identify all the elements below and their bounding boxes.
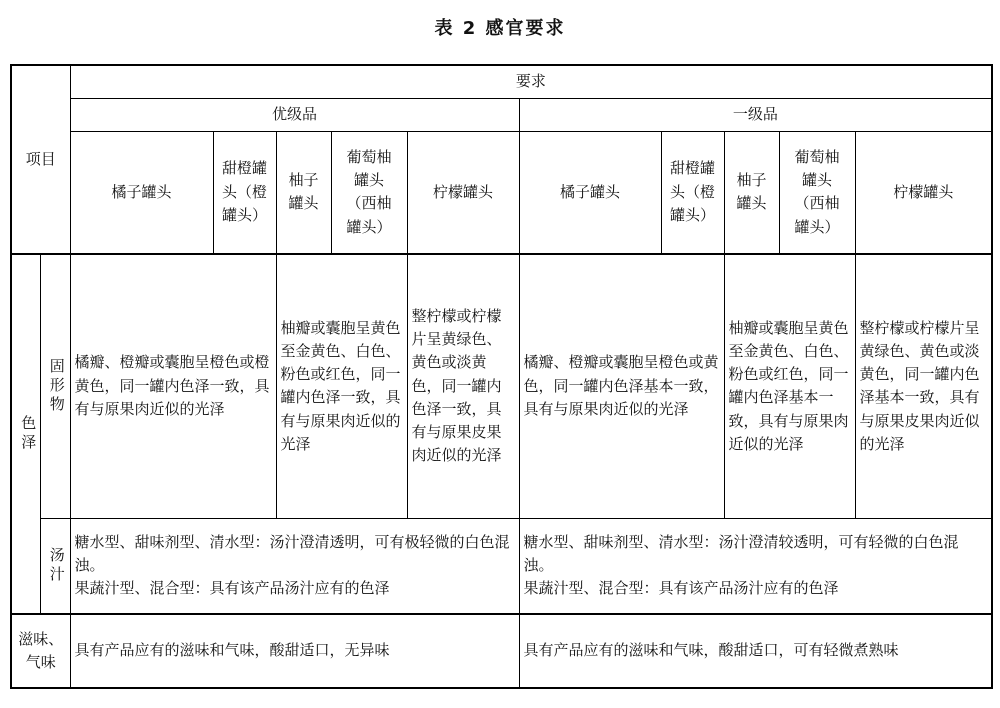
row-label-solid: 固形物 bbox=[40, 254, 70, 518]
solid-premium-citrus: 橘瓣、橙瓣或囊胞呈橙色或橙黄色，同一罐内色泽一致，具有与原果肉近似的光泽 bbox=[70, 254, 276, 518]
header-product-lemon: 柠檬罐头 bbox=[855, 131, 992, 254]
syrup-first: 糖水型、甜味剂型、清水型：汤汁澄清较透明，可有轻微的白色混浊。 果蔬汁型、混合型：具有该产品汤汁应有的色泽 bbox=[519, 518, 992, 614]
row-label-taste: 滋味、 气味 bbox=[11, 614, 70, 688]
header-product-sweet-orange: 甜橙罐 头（橙 罐头） bbox=[213, 131, 276, 254]
header-product-mandarin: 橘子罐头 bbox=[519, 131, 661, 254]
solid-premium-lemon: 整柠檬或柠檬片呈黄绿色、黄色或淡黄色，同一罐内色泽一致，具有与原果皮果肉近似的光泽 bbox=[407, 254, 519, 518]
header-requirements: 要求 bbox=[70, 65, 992, 98]
header-product-pomelo: 柚子 罐头 bbox=[724, 131, 779, 254]
header-product-pomelo: 柚子 罐头 bbox=[276, 131, 331, 254]
header-grade-first: 一级品 bbox=[519, 98, 992, 131]
header-grade-premium: 优级品 bbox=[70, 98, 519, 131]
solid-first-pomelo: 柚瓣或囊胞呈黄色至金黄色、白色、粉色或红色，同一罐内色泽基本一致，具有与原果肉近似的光泽 bbox=[724, 254, 855, 518]
row-label-syrup: 汤汁 bbox=[40, 518, 70, 614]
solid-first-citrus: 橘瓣、橙瓣或囊胞呈橙色或黄色，同一罐内色泽基本一致，具有与原果肉近似的光泽 bbox=[519, 254, 724, 518]
solid-first-lemon: 整柠檬或柠檬片呈黄绿色、黄色或淡黄色，同一罐内色泽基本一致，具有与原果皮果肉近似的光泽 bbox=[855, 254, 992, 518]
header-product-sweet-orange: 甜橙罐 头（橙 罐头） bbox=[661, 131, 724, 254]
header-product-mandarin: 橘子罐头 bbox=[70, 131, 213, 254]
solid-premium-pomelo: 柚瓣或囊胞呈黄色至金黄色、白色、粉色或红色，同一罐内色泽一致，具有与原果肉近似的光泽 bbox=[276, 254, 407, 518]
syrup-premium: 糖水型、甜味剂型、清水型：汤汁澄清透明，可有极轻微的白色混浊。 果蔬汁型、混合型：具有该产品汤汁应有的色泽 bbox=[70, 518, 519, 614]
header-item: 项目 bbox=[11, 65, 70, 254]
taste-first: 具有产品应有的滋味和气味，酸甜适口，可有轻微煮熟味 bbox=[519, 614, 992, 688]
header-product-grapefruit: 葡萄柚 罐头 （西柚 罐头） bbox=[779, 131, 855, 254]
taste-premium: 具有产品应有的滋味和气味，酸甜适口，无异味 bbox=[70, 614, 519, 688]
table-caption: 表 2 感官要求 bbox=[434, 18, 566, 39]
sensory-requirements-table bbox=[10, 64, 993, 689]
header-product-grapefruit: 葡萄柚 罐头 （西柚 罐头） bbox=[331, 131, 407, 254]
header-product-lemon: 柠檬罐头 bbox=[407, 131, 519, 254]
row-label-color: 色泽 bbox=[11, 254, 40, 614]
